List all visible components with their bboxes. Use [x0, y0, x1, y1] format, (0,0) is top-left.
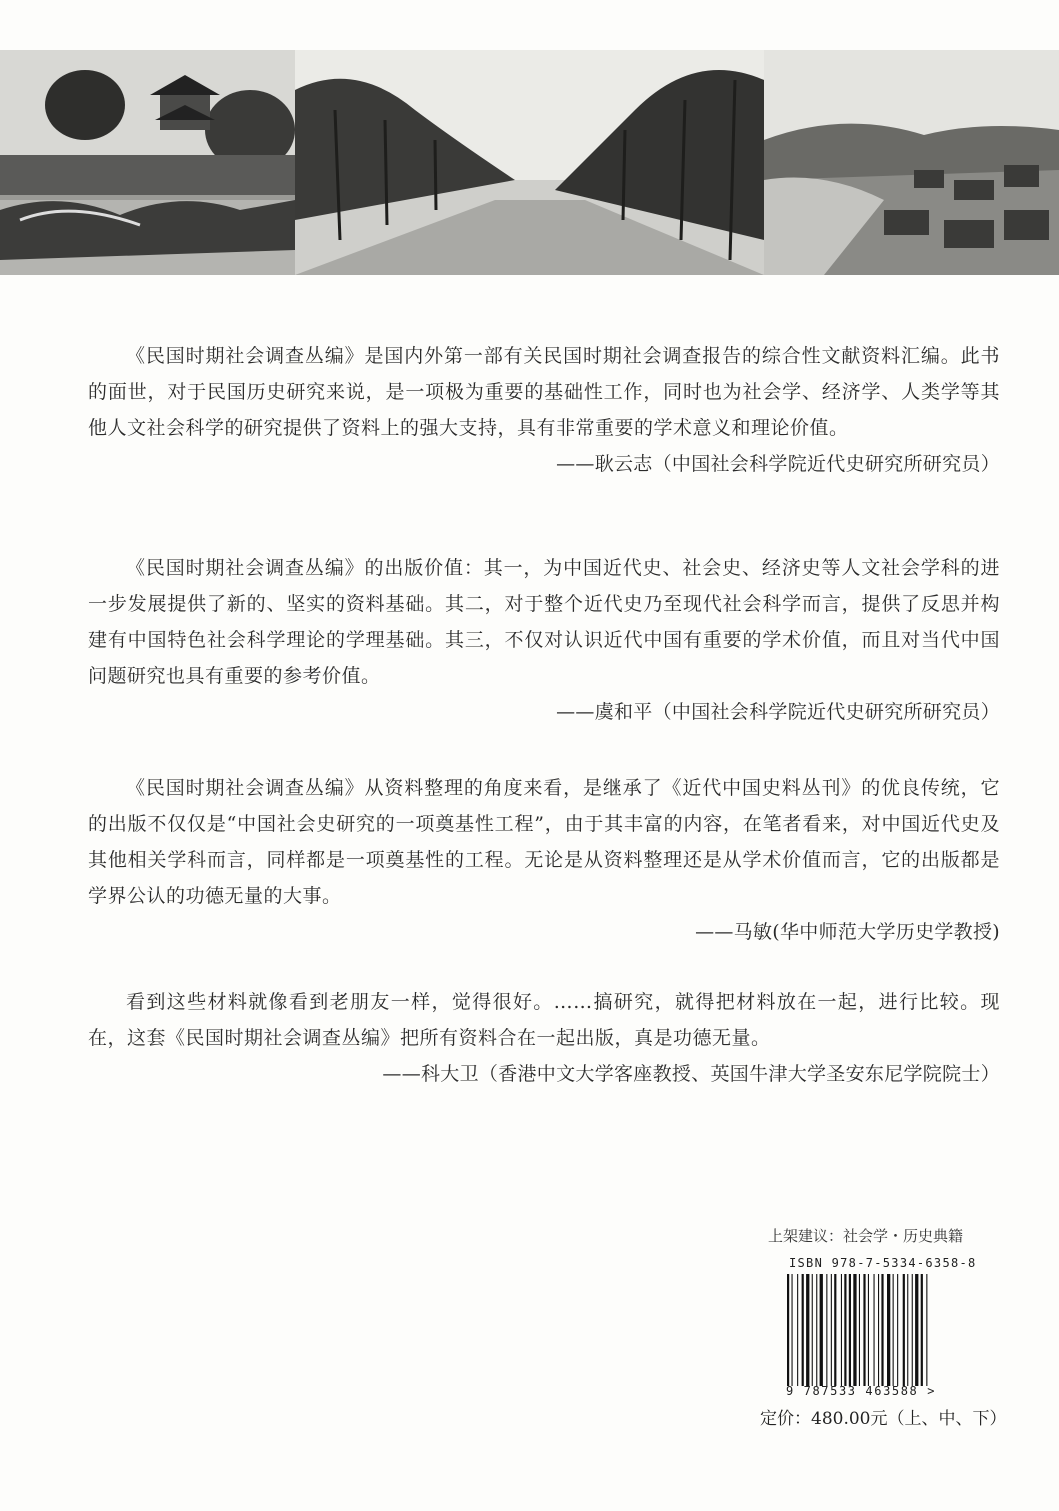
photo-strip [0, 50, 1059, 275]
quote-text: 看到这些材料就像看到老朋友一样，觉得很好。……搞研究，就得把材料放在一起，进行比较。现在，这套《民国时期社会调查丛编》把所有资料合在一起出版，真是功德无量。 [88, 991, 1000, 1049]
quote-attribution: ——马敏(华中师范大学历史学教授) [695, 921, 1000, 943]
isbn-barcode [787, 1274, 973, 1386]
quote-text: 《民国时期社会调查丛编》的出版价值：其一，为中国近代史、社会史、经济史等人文社会学科的进一步发展提供了新的、坚实的资料基础。其二，对于整个近代史乃至现代社会科学而言，提供了反思并构建有中国特色社会科学理论的学理基础。其三，不仅对认识近代中国有重要的学术价值，而且对当代中国问题研究也具有重要的参考价值。 [88, 557, 1000, 687]
barcode-digits: 9 787533 463588 > [786, 1384, 937, 1398]
quote-attribution: ——科大卫（香港中文大学客座教授、英国牛津大学圣安东尼学院院士） [382, 1063, 1000, 1085]
quote-text: 《民国时期社会调查丛编》是国内外第一部有关民国时期社会调查报告的综合性文献资料汇编。此书的面世，对于民国历史研究来说，是一项极为重要的基础性工作，同时也为社会学、经济学、人类学等其他人文社会科学的研究提供了资料上的强大支持，具有非常重要的学术意义和理论价值。 [88, 345, 1000, 439]
quote-block [88, 984, 1000, 1092]
valley-town-photo [764, 50, 1059, 275]
tree-lined-road-photo [295, 50, 764, 275]
price-label: 定价：480.00元（上、中、下） [760, 1409, 1007, 1429]
shelf-suggestion: 上架建议：社会学・历史典籍 [768, 1227, 964, 1245]
quote-text: 《民国时期社会调查丛编》从资料整理的角度来看，是继承了《近代中国史料丛刊》的优良传统，它的出版不仅仅是“中国社会史研究的一项奠基性工程”，由于其丰富的内容，在笔者看来，对中国近代史及其他相关学科而言，同样都是一项奠基性的工程。无论是从资料整理还是从学术价值而言，它的出版都是学界公认的功德无量的大事。 [88, 777, 1000, 907]
quote-attribution: ——虞和平（中国社会科学院近代史研究所研究员） [556, 701, 1000, 723]
pagoda-boats-photo [0, 50, 295, 275]
quote-block [88, 770, 1000, 950]
quote-block [88, 550, 1000, 730]
isbn-number: ISBN 978-7-5334-6358-8 [789, 1256, 977, 1270]
quote-attribution: ——耿云志（中国社会科学院近代史研究所研究员） [556, 453, 1000, 475]
quote-block [88, 338, 1000, 482]
